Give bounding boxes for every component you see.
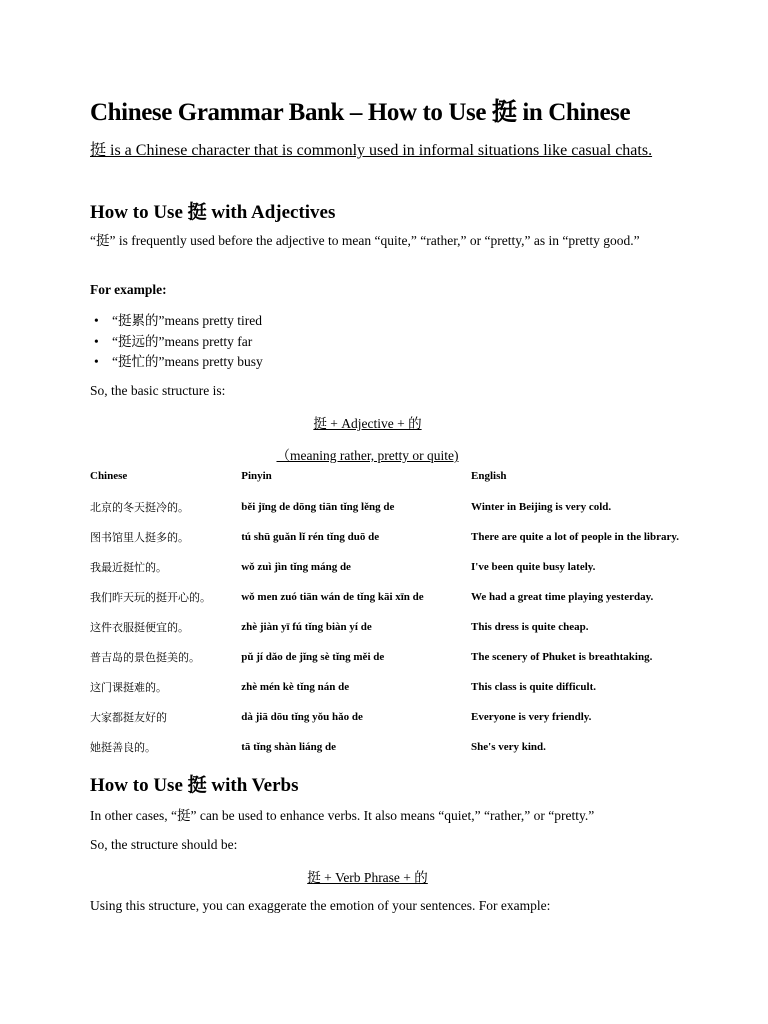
column-header-chinese: Chinese: [90, 470, 128, 482]
cell-english: We had a great time playing yesterday.: [471, 591, 654, 603]
examples-table: [90, 470, 720, 762]
structure-meaning: （meaning rather, pretty or quite): [276, 448, 459, 463]
table-row: [90, 642, 720, 672]
verbs-structure-intro: So, the structure should be:: [90, 837, 238, 852]
intro-text: 挺 is a Chinese character that is commonly used in informal situations like casual chats.: [90, 142, 653, 159]
cell-chinese: 图书馆里人挺多的。: [90, 531, 189, 544]
cell-chinese: 她挺善良的。: [90, 741, 156, 754]
column-header-pinyin: Pinyin: [241, 470, 272, 482]
table-row: [90, 492, 720, 522]
cell-pinyin: pǔ jí dǎo de jǐng sè tǐng měi de: [241, 651, 385, 663]
section-heading-adjectives: How to Use 挺 with Adjectives: [90, 202, 336, 223]
cell-english: This class is quite difficult.: [471, 681, 597, 693]
table-row: [90, 672, 720, 702]
cell-english: Everyone is very friendly.: [471, 711, 592, 723]
cell-english: She's very kind.: [471, 741, 546, 753]
table-row: [90, 702, 720, 732]
cell-chinese: 普吉岛的景色挺美的。: [90, 651, 200, 664]
cell-pinyin: tú shū guǎn lǐ rén tǐng duō de: [241, 531, 380, 543]
verbs-paragraph: In other cases, “挺” can be used to enhance verbs. It also means “quiet,” “rather,” or “pretty.”: [90, 808, 595, 823]
verbs-structure-formula: 挺 + Verb Phrase + 的: [307, 870, 428, 885]
page-title: Chinese Grammar Bank – How to Use 挺 in Chinese: [90, 99, 631, 126]
adjectives-paragraph: “挺” is frequently used before the adjective to mean “quite,” “rather,” or “pretty,” as in “pretty good.”: [90, 233, 640, 248]
section-heading-verbs: How to Use 挺 with Verbs: [90, 775, 299, 796]
cell-pinyin: dà jiā dōu tǐng yǒu hǎo de: [241, 711, 363, 723]
cell-english: The scenery of Phuket is breathtaking.: [471, 651, 653, 663]
table-row: [90, 552, 720, 582]
column-header-english: English: [471, 470, 507, 482]
structure-formula: 挺 + Adjective + 的: [313, 416, 422, 431]
cell-chinese: 我们昨天玩的挺开心的。: [90, 591, 211, 604]
cell-english: Winter in Beijing is very cold.: [471, 501, 612, 513]
cell-english: I've been quite busy lately.: [471, 561, 596, 573]
list-item: • “挺远的”means pretty far: [112, 332, 263, 353]
cell-pinyin: běi jīng de dōng tiān tǐng lěng de: [241, 501, 395, 513]
structure-intro: So, the basic structure is:: [90, 383, 226, 398]
cell-pinyin: tā tǐng shàn liáng de: [241, 741, 336, 753]
cell-chinese: 这件衣服挺便宜的。: [90, 621, 189, 634]
cell-pinyin: wǒ zuì jìn tǐng máng de: [241, 561, 351, 573]
table-row: [90, 732, 720, 762]
for-example-label: For example:: [90, 282, 167, 297]
example-list: [90, 311, 263, 373]
cell-chinese: 我最近挺忙的。: [90, 561, 167, 574]
cell-chinese: 大家都挺友好的: [90, 711, 167, 724]
list-item: • “挺忙的”means pretty busy: [112, 352, 263, 373]
cell-pinyin: zhè mén kè tǐng nán de: [241, 681, 350, 693]
closing-text: Using this structure, you can exaggerate the emotion of your sentences. For example:: [90, 898, 551, 913]
cell-english: This dress is quite cheap.: [471, 621, 589, 633]
table-row: [90, 612, 720, 642]
table-row: [90, 522, 720, 552]
cell-chinese: 这门课挺难的。: [90, 681, 167, 694]
cell-english: There are quite a lot of people in the library.: [471, 531, 679, 543]
cell-pinyin: zhè jiàn yī fú tǐng biàn yí de: [241, 621, 372, 633]
table-header-row: [90, 470, 720, 492]
list-item: • “挺累的”means pretty tired: [112, 311, 263, 332]
cell-pinyin: wǒ men zuó tiān wán de tǐng kāi xīn de: [241, 591, 424, 603]
table-row: [90, 582, 720, 612]
cell-chinese: 北京的冬天挺冷的。: [90, 501, 189, 514]
